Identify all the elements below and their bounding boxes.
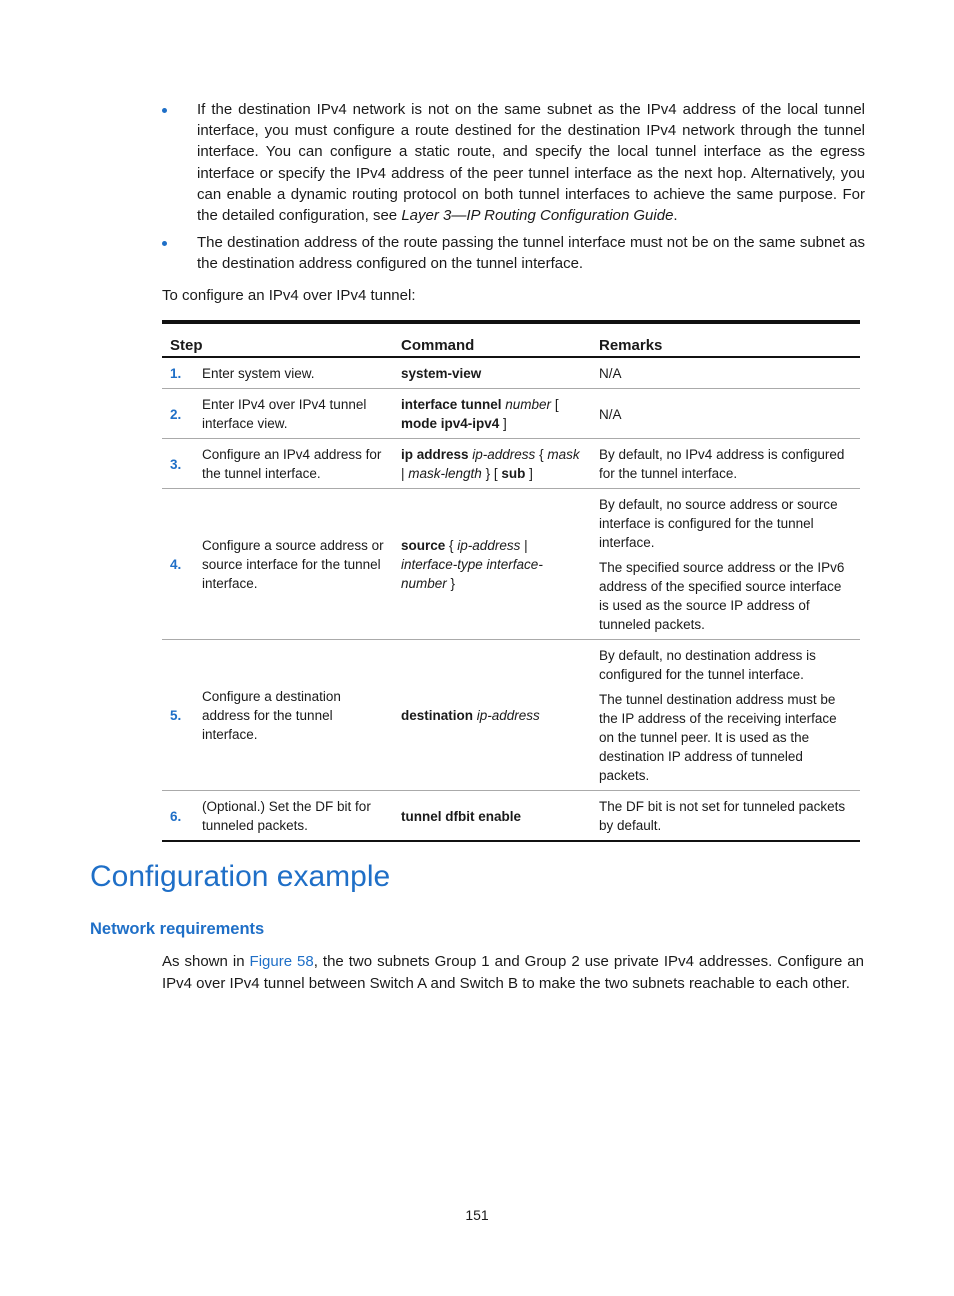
step-description: Configure a source address or source interface for the tunnel interface.: [194, 489, 393, 640]
section-heading: Configuration example: [90, 860, 391, 893]
command-syntax: [: [551, 397, 559, 412]
command-syntax: } [: [481, 466, 502, 481]
command-keyword: ip address: [401, 447, 473, 462]
command-syntax: |: [520, 538, 528, 553]
command-argument: ip-address: [457, 538, 521, 553]
command-keyword: tunnel dfbit enable: [401, 808, 521, 824]
table-row: [162, 389, 860, 439]
command-syntax: }: [446, 576, 456, 591]
step-remarks: [591, 357, 860, 389]
step-number: 2.: [162, 389, 194, 439]
step-description: (Optional.) Set the DF bit for tunneled packets.: [202, 799, 371, 833]
step-description: Configure an IPv4 address for the tunnel interface.: [194, 439, 393, 489]
step-number: 1.: [162, 357, 194, 389]
table-header-row: [162, 322, 860, 357]
command-keyword: source: [401, 538, 446, 553]
remark-text: By default, no destination address is configured for the tunnel interface.: [599, 648, 816, 682]
bullet-text: If the destination IPv4 network is not on the same subnet as the IPv4 address of the local tunnel interface, you must configure a route destined for the destination IPv4 network through the tunnel interface. You can configure a static route, and specify the local tunnel interface as the egress interface or specify the IPv4 address of the peer tunnel interface as the next hop. Alternatively, you can enable a dynamic routing protocol on both tunnel interfaces to achieve the same purpose. For the detailed configuration, see: [197, 101, 865, 225]
remark-text: By default, no IPv4 address is configured for the tunnel interface.: [599, 447, 845, 481]
step-remarks: [591, 439, 860, 489]
header-remarks: Remarks: [591, 322, 860, 357]
bullet-guide-reference: Layer 3—IP Routing Configuration Guide: [401, 207, 674, 225]
command-keyword: interface tunnel: [401, 397, 506, 412]
step-number: 6.: [170, 808, 182, 824]
command-keyword: destination: [401, 708, 477, 723]
step-remarks: [591, 489, 860, 640]
step-number: 4.: [162, 489, 194, 640]
table-row: [162, 357, 860, 389]
figure-link[interactable]: Figure 58: [249, 953, 314, 970]
command-syntax: ]: [525, 466, 533, 481]
command-argument: mask: [547, 447, 580, 462]
command-keyword: sub: [501, 466, 526, 481]
bullet-text: The destination address of the route passing the tunnel interface must not be on the same subnet as the destination address configured on the tunnel interface.: [197, 234, 865, 273]
step-command: [393, 357, 591, 389]
step-command: [393, 791, 591, 842]
command-keyword: system-view: [401, 366, 482, 381]
header-command: Command: [393, 322, 591, 357]
command-argument: interface-type interface-number: [401, 557, 543, 591]
table-body: [162, 357, 860, 841]
command-argument: mask-length: [408, 466, 482, 481]
remark-text: N/A: [599, 366, 622, 381]
paragraph-text: As shown in: [162, 953, 250, 970]
remark-text: By default, no source address or source interface is configured for the tunnel interface.: [599, 497, 838, 550]
remark-text: The DF bit is not set for tunneled packets by default.: [599, 799, 846, 833]
header-step: Step: [162, 322, 393, 357]
command-argument: ip-address: [472, 447, 536, 462]
step-description: Enter IPv4 over IPv4 tunnel interface view.: [194, 389, 393, 439]
bullet-icon: [162, 241, 167, 246]
step-command: [393, 389, 591, 439]
bullet-item-2: [160, 232, 865, 274]
bullet-text-end: .: [673, 207, 678, 225]
step-description: Configure a destination address for the tunnel interface.: [194, 640, 393, 791]
table-intro: To configure an IPv4 over IPv4 tunnel:: [162, 287, 416, 304]
step-remarks: [591, 791, 860, 842]
table-row: [162, 439, 860, 489]
bullet-item-1: [160, 99, 865, 226]
command-keyword: mode ipv4-ipv4: [401, 416, 500, 431]
remark-text: The specified source address or the IPv6 address of the specified source interface is used as the source IP address of tunneled packets.: [599, 560, 845, 632]
table-row: [162, 489, 860, 640]
table-row: [162, 791, 860, 842]
command-argument: ip-address: [476, 708, 540, 723]
step-command: [393, 489, 591, 640]
remark-text: The tunnel destination address must be the IP address of the receiving interface on the tunnel peer. It is used as the destination IP address of tunneled packets.: [599, 692, 837, 783]
table-row: [162, 640, 860, 791]
step-number: 5.: [162, 640, 194, 791]
network-requirements-paragraph: [162, 951, 864, 995]
step-remarks: [591, 389, 860, 439]
bullet-list: [160, 99, 865, 281]
bullet-icon: [162, 108, 167, 113]
command-syntax: |: [401, 466, 409, 481]
command-argument: number: [505, 397, 552, 412]
step-number: 3.: [162, 439, 194, 489]
paragraph-text-end: , the two subnets Group 1 and Group 2 use private IPv4 addresses. Configure an IPv4 over IPv4 tunnel between Switch A and Switch B to make the two subnets reachable to each other.: [162, 953, 864, 992]
page-number: 151: [465, 1207, 489, 1223]
step-command: [393, 439, 591, 489]
config-steps-table: [162, 320, 860, 842]
command-syntax: ]: [499, 416, 507, 431]
step-remarks: [591, 640, 860, 791]
step-description: Enter system view.: [194, 357, 393, 389]
remark-text: N/A: [599, 406, 622, 422]
step-command: [393, 640, 591, 791]
command-syntax: {: [535, 447, 548, 462]
command-syntax: {: [445, 538, 458, 553]
subsection-heading: Network requirements: [90, 920, 265, 938]
